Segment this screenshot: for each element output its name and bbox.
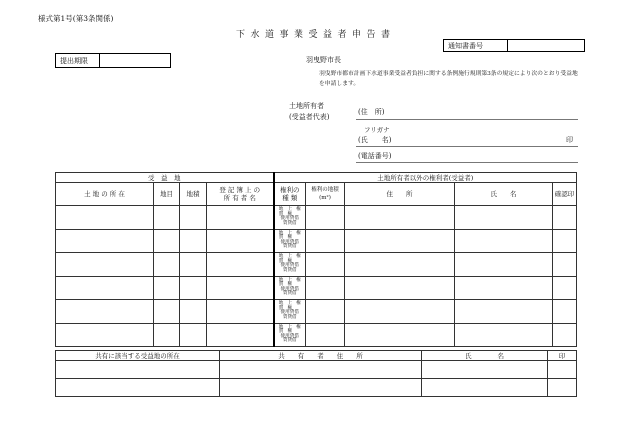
right-kind-option: 権 (287, 329, 293, 335)
cell-seal[interactable] (553, 206, 577, 230)
owner-phone-line[interactable] (356, 162, 578, 163)
group-header-land: 受 益 地 (56, 173, 274, 183)
right-kind-option: 質 (278, 305, 284, 311)
table-row (56, 379, 577, 397)
cell-right-area[interactable] (306, 276, 345, 300)
right-kind-option: 上 (287, 230, 293, 236)
table-row (56, 276, 577, 300)
form-number: 様式第1号(第3条関係) (38, 14, 114, 23)
shared-cell-address[interactable] (220, 379, 422, 397)
right-kind-option: 上 (287, 324, 293, 330)
cell-right-area[interactable] (306, 206, 345, 230)
right-kind-option: 権 (287, 258, 293, 264)
cell-seal[interactable] (553, 300, 577, 324)
right-kind-option: 権 (296, 254, 301, 260)
col-header-right-kind (274, 183, 306, 206)
right-kind-option: 賃貸借 (282, 314, 297, 320)
right-kind-option: 権 (296, 324, 301, 330)
right-kind-option: 賃貸借 (282, 291, 297, 297)
right-kind-option: 賃貸借 (282, 244, 297, 250)
right-kind-option: 地 (278, 277, 284, 283)
cell-right-kind[interactable] (274, 229, 306, 253)
right-kind-option: 権 (287, 282, 293, 288)
deadline-label: 提出期限 (56, 54, 100, 67)
right-kind-option: 権 (287, 305, 293, 311)
col-header-right-area-line2: (m²) (319, 195, 331, 201)
right-kind-option: 上 (287, 301, 293, 307)
col-header-right-kind-line2: 種 類 (282, 194, 298, 202)
cell-seal[interactable] (553, 229, 577, 253)
notice-number-field[interactable] (508, 40, 584, 51)
right-kind-option: 地 (278, 207, 284, 213)
cell-location[interactable] (56, 300, 154, 324)
col-header-location: 土 地 の 所 在 (56, 183, 154, 206)
cell-address[interactable] (345, 323, 455, 347)
shared-col-seal: 印 (548, 351, 577, 361)
owner-label-line1: 土地所有者 (289, 102, 324, 110)
right-kind-option: 質 (278, 258, 284, 264)
right-kind-options (277, 232, 303, 250)
cell-location[interactable] (56, 206, 154, 230)
cell-area[interactable] (180, 229, 207, 253)
addressee: 羽曳野市長 (306, 56, 341, 64)
owner-phone-label: (電話番号) (358, 152, 392, 160)
col-header-name: 氏 名 (455, 183, 553, 206)
right-kind-options (277, 326, 303, 344)
cell-address[interactable] (345, 300, 455, 324)
cell-right-kind[interactable] (274, 276, 306, 300)
cell-registered-owner[interactable] (207, 229, 274, 253)
right-kind-option: 地 (278, 230, 284, 236)
right-kind-option: 使用貸借 (280, 286, 299, 292)
owner-label-line2: (受益者代表) (289, 113, 330, 121)
intro-text: 羽曳野市都市計画下水道事業受益者負担に関する条例施行規則第3条の規定により次のとおり受益地を申請します。 (319, 71, 578, 87)
cell-seal[interactable] (553, 253, 577, 277)
col-header-chimoku: 地目 (154, 183, 180, 206)
cell-address[interactable] (345, 206, 455, 230)
right-kind-options (277, 208, 303, 226)
cell-registered-owner[interactable] (207, 206, 274, 230)
right-kind-option: 質 (278, 211, 284, 217)
table-row (56, 229, 577, 253)
col-header-right-kind-line1: 権利の (280, 186, 300, 194)
col-header-right-area-line1: 権利の地積 (311, 187, 339, 193)
deadline-box (55, 53, 171, 68)
right-kind-option: 地 (278, 301, 284, 307)
cell-area[interactable] (180, 206, 207, 230)
notice-number-label: 通知書番号 (444, 40, 508, 51)
cell-area[interactable] (180, 323, 207, 347)
right-kind-option: 権 (287, 211, 293, 217)
right-kind-option: 権 (296, 230, 301, 236)
right-kind-option: 権 (296, 277, 301, 283)
cell-area[interactable] (180, 276, 207, 300)
col-header-registered-owner-line1: 登 記 簿 上 の (219, 186, 261, 194)
cell-name[interactable] (455, 276, 553, 300)
shared-cell-seal[interactable] (548, 361, 577, 379)
cell-location[interactable] (56, 276, 154, 300)
right-kind-option: 権 (296, 207, 301, 213)
cell-seal[interactable] (553, 276, 577, 300)
col-header-registered-owner-line2: 所 有 者 名 (223, 194, 256, 202)
shared-cell-location[interactable] (56, 361, 220, 379)
right-kind-option: 賃貸借 (282, 338, 297, 344)
cell-location[interactable] (56, 253, 154, 277)
owner-seal-label: 印 (566, 136, 573, 144)
group-header-right-holders: 土地所有者以外の権利者(受益者) (274, 173, 577, 183)
cell-chimoku[interactable] (154, 206, 180, 230)
cell-chimoku[interactable] (154, 300, 180, 324)
owner-address-line[interactable] (356, 119, 578, 120)
right-kind-option: 上 (287, 277, 293, 283)
cell-address[interactable] (345, 229, 455, 253)
owner-name-label: (氏 名) (358, 136, 392, 144)
beneficiary-land-table (55, 172, 577, 347)
cell-name[interactable] (455, 206, 553, 230)
col-header-area: 地積 (180, 183, 207, 206)
right-kind-option: 地 (278, 254, 284, 260)
cell-name[interactable] (455, 253, 553, 277)
cell-seal[interactable] (553, 323, 577, 347)
col-header-right-area (306, 183, 345, 206)
right-kind-option: 上 (287, 254, 293, 260)
right-kind-option: 使用貸借 (280, 263, 299, 269)
shared-col-name: 氏 名 (422, 351, 548, 361)
cell-location[interactable] (56, 323, 154, 347)
cell-name[interactable] (455, 229, 553, 253)
cell-registered-owner[interactable] (207, 323, 274, 347)
cell-address[interactable] (345, 253, 455, 277)
table-row (56, 361, 577, 379)
owner-name-line[interactable] (356, 146, 578, 147)
owner-furigana-label: フリガナ (364, 126, 390, 134)
cell-right-kind[interactable] (274, 323, 306, 347)
right-kind-option: 質 (278, 282, 284, 288)
table-row (56, 300, 577, 324)
right-kind-option: 使用貸借 (280, 216, 299, 222)
cell-chimoku[interactable] (154, 253, 180, 277)
right-kind-options (277, 279, 303, 297)
right-kind-option: 賃貸借 (282, 220, 297, 226)
owner-address-label: (住 所) (358, 108, 385, 116)
col-header-address: 住 所 (345, 183, 455, 206)
right-kind-options (277, 255, 303, 273)
shared-col-location: 共有に該当する受益地の所在 (56, 351, 220, 361)
cell-chimoku[interactable] (154, 229, 180, 253)
shared-col-owner-address: 共 有 者 住 所 (220, 351, 422, 361)
table-row (56, 253, 577, 277)
cell-registered-owner[interactable] (207, 300, 274, 324)
table-row (56, 323, 577, 347)
owner-label (289, 101, 329, 123)
col-header-registered-owner (207, 183, 274, 206)
shared-cell-seal[interactable] (548, 379, 577, 397)
cell-right-kind[interactable] (274, 206, 306, 230)
shared-cell-location[interactable] (56, 379, 220, 397)
cell-location[interactable] (56, 229, 154, 253)
cell-area[interactable] (180, 300, 207, 324)
cell-chimoku[interactable] (154, 276, 180, 300)
right-kind-option: 質 (278, 329, 284, 335)
shared-cell-address[interactable] (220, 361, 422, 379)
cell-chimoku[interactable] (154, 323, 180, 347)
notice-number-box (443, 39, 585, 52)
cell-name[interactable] (455, 300, 553, 324)
cell-right-kind[interactable] (274, 300, 306, 324)
page-title: 下水道事業受益者申告書 (236, 30, 396, 40)
cell-right-area[interactable] (306, 253, 345, 277)
cell-name[interactable] (455, 323, 553, 347)
cell-registered-owner[interactable] (207, 253, 274, 277)
cell-right-kind[interactable] (274, 253, 306, 277)
right-kind-option: 上 (287, 207, 293, 213)
cell-address[interactable] (345, 276, 455, 300)
deadline-field[interactable] (100, 54, 170, 67)
right-kind-option: 使用貸借 (280, 333, 299, 339)
right-kind-option: 使用貸借 (280, 310, 299, 316)
right-kind-option: 賃貸借 (282, 267, 297, 273)
right-kind-option: 使用貸借 (280, 239, 299, 245)
cell-registered-owner[interactable] (207, 276, 274, 300)
table-row (56, 206, 577, 230)
cell-right-area[interactable] (306, 300, 345, 324)
right-kind-options (277, 302, 303, 320)
col-header-seal: 確認印 (553, 183, 577, 206)
cell-right-area[interactable] (306, 323, 345, 347)
right-kind-option: 地 (278, 324, 284, 330)
right-kind-option: 質 (278, 235, 284, 241)
right-kind-option: 権 (287, 235, 293, 241)
shared-cell-name[interactable] (422, 361, 548, 379)
cell-area[interactable] (180, 253, 207, 277)
shared-cell-name[interactable] (422, 379, 548, 397)
shared-ownership-table (55, 350, 577, 397)
cell-right-area[interactable] (306, 229, 345, 253)
right-kind-option: 権 (296, 301, 301, 307)
